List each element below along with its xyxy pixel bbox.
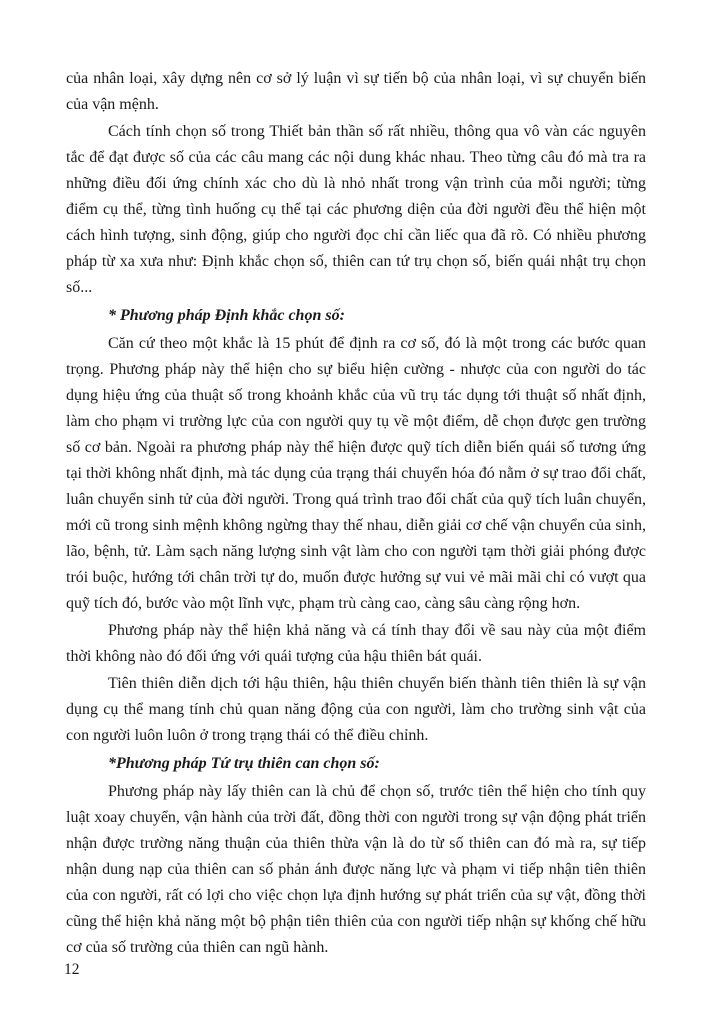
paragraph: Phương pháp này lấy thiên can là chủ để chọn số, trước tiên thể hiện cho tính quy luật xoay chuyển, vận hành của trời đất, đồng thời con người trong sự vận động phát triển nhận được trường năng thuận của thiên thừa vận là do từ số thiên can đó mà ra, sự tiếp nhận dung nạp của thiên can số phản ánh được năng lực và phạm vi tiếp nhận tiên thiên của con người, rất có lợi cho việc chọn lựa định hướng sự phát triển của sự vật, đồng thời cũng thể hiện khả năng một bộ phận tiên thiên của con người tiếp nhận sự khống chế hữu cơ của số trường của thiên can ngũ hành. xyxy=(66,783,646,956)
paragraph-continuation: của nhân loại, xây dựng nên cơ sở lý luận vì sự tiến bộ của nhân loại, vì sự chuyển biến của vận mệnh. xyxy=(66,70,646,113)
paragraph: Tiên thiên diễn dịch tới hậu thiên, hậu thiên chuyển biến thành tiên thiên là sự vận dụng cụ thể mang tính chủ quan năng động của con người, làm cho trường sinh vật của con người luôn luôn ở trong trạng thái có thể điều chỉnh. xyxy=(66,675,646,744)
page-content xyxy=(66,66,646,962)
paragraph: Cách tính chọn số trong Thiết bản thần số rất nhiều, thông qua vô vàn các nguyên tắc để đạt được số của các câu mang các nội dung khác nhau. Theo từng câu đó mà tra ra những điều đối ứng chính xác cho dù là nhỏ nhất trong vận trình của mỗi người; từng điểm cụ thể, từng tình huống cụ thể tại các phương diện của đời người đều thể hiện một cách hình tượng, sinh động, giúp cho người đọc chỉ cần liếc qua đã rõ. Có nhiều phương pháp từ xa xưa như: Định khắc chọn số, thiên can tứ trụ chọn số, biến quái nhật trụ chọn số... xyxy=(66,123,646,296)
paragraph: Phương pháp này thể hiện khả năng và cá tính thay đổi về sau này của một điểm thời không nào đó đối ứng với quái tượng của hậu thiên bát quái. xyxy=(66,622,646,665)
paragraph: Căn cứ theo một khắc là 15 phút để định ra cơ số, đó là một trong các bước quan trọng. Phương pháp này thể hiện cho sự biểu hiện cường - nhược của con người do tác dụng hiệu ứng của thuật số trong khoảnh khắc của vũ trụ tác dụng tới thuật số nhất định, làm cho phạm vi trường lực của con người quy tụ về một điểm, dễ chọn được gen trường số cơ bản. Ngoài ra phương pháp này thể hiện được quỹ tích diễn biến quái số tương ứng tại thời không nhất định, mà tác dụng của trạng thái chuyển hóa đó nằm ở sự trao đổi chất, luân chuyển sinh tử của đời người. Trong quá trình trao đổi chất của quỹ tích luân chuyển, mới cũ trong sinh mệnh không ngừng thay thế nhau, diễn giải cơ chế vận chuyển của sinh, lão, bệnh, tử. Làm sạch năng lượng sinh vật làm cho con người tạm thời giải phóng được trói buộc, hướng tới chân trời tự do, muốn được hưởng sự vui vẻ mãi mãi chỉ có vượt qua quỹ tích đó, bước vào một lĩnh vực, phạm trù càng cao, càng sâu càng rộng hơn. xyxy=(66,335,646,612)
section-heading-dinh-khac: * Phương pháp Định khắc chọn số: xyxy=(108,307,345,324)
section-heading-tu-tru-thien-can: *Phương pháp Tứ trụ thiên can chọn số: xyxy=(108,755,380,772)
page-number: 12 xyxy=(64,961,80,978)
